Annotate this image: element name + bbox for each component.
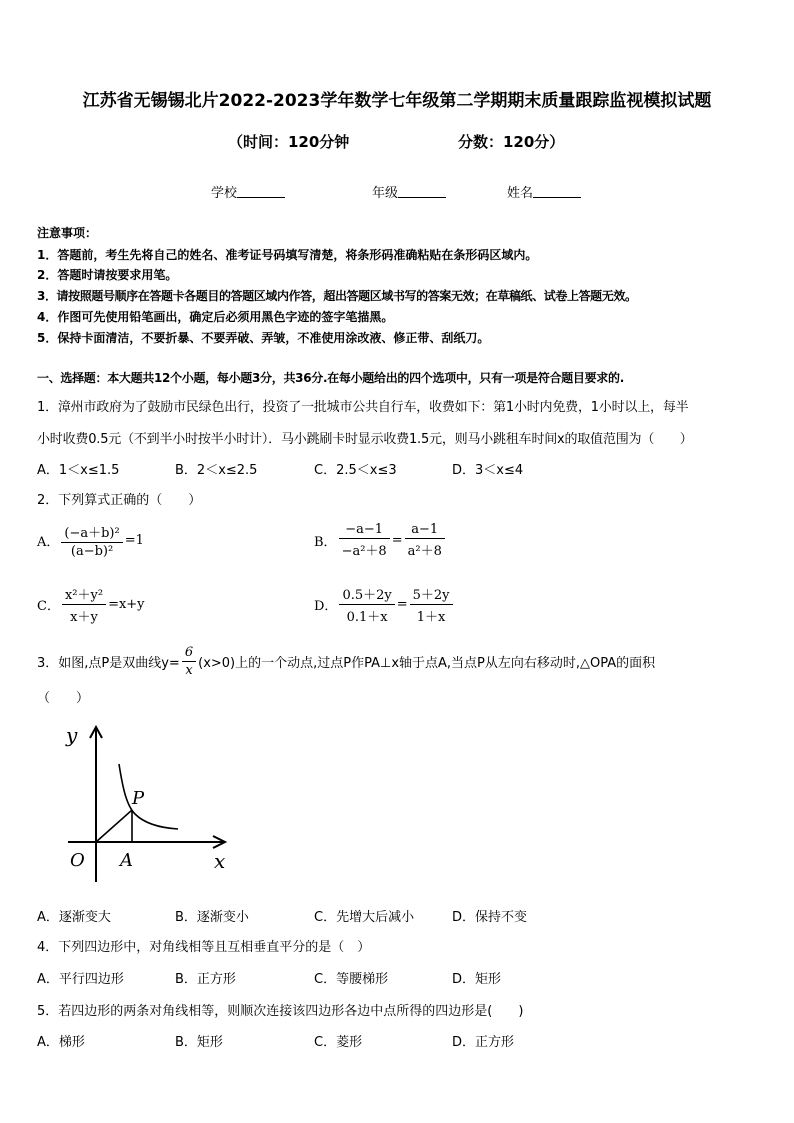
q5-option-c[interactable]: C．菱形 (314, 1035, 363, 1050)
denominator: 0.1＋x (346, 610, 388, 625)
q5-option-b[interactable]: B．矩形 (175, 1035, 223, 1050)
denominator: −a²＋8 (341, 544, 387, 559)
rhs: =1 (124, 533, 144, 548)
hyperbola-curve (119, 764, 178, 829)
grade-label: 年级 (372, 186, 399, 201)
grade-blank (398, 197, 446, 198)
section-heading: 一、选择题：本大题共12个小题，每小题3分，共36分.在每小题给出的四个选项中，只有一项是符合题目要求的. (37, 371, 624, 385)
fraction (61, 522, 122, 559)
q1-stem-line2: 小时收费0.5元（不到半小时按半小时计）．马小跳刷卡时显示收费1.5元，则马小跳租车时间x的取值范围为（ ） (37, 432, 693, 447)
y-label: y (66, 723, 78, 747)
option-label: A． (37, 535, 60, 550)
rhs: =x+y (108, 597, 145, 612)
numerator: 6 (182, 645, 196, 662)
fraction (405, 522, 445, 559)
segment-op (96, 810, 132, 842)
name-field (507, 182, 581, 201)
q4-option-a[interactable]: A．平行四边形 (37, 972, 124, 987)
numerator: 5＋2y (410, 584, 453, 605)
note-item: 2．答题时请按要求用笔。 (37, 268, 178, 282)
numerator: (−a＋b)² (61, 522, 122, 543)
q4-option-b[interactable]: B．正方形 (175, 972, 236, 987)
q4-option-c[interactable]: C．等腰梯形 (314, 972, 389, 987)
denominator: 1＋x (416, 610, 446, 625)
point-p-label: P (132, 788, 145, 809)
q1-option-a[interactable]: A．1＜x≤1.5 (37, 463, 120, 478)
q3-option-b[interactable]: B．逐渐变小 (175, 910, 249, 925)
point-a-label: A (120, 850, 133, 871)
origin-label: O (70, 850, 85, 871)
q4-option-d[interactable]: D．矩形 (452, 972, 502, 987)
notes-heading: 注意事项： (37, 226, 98, 240)
q3-stem-post: (x>0)上的一个动点,过点P作PA⊥x轴于点A,当点P从左向右移动时,△OPA的面积 (198, 656, 656, 671)
school-field (211, 182, 285, 201)
q2-option-c[interactable] (37, 584, 145, 625)
numerator: a−1 (405, 522, 445, 539)
note-item: 4．作图可先使用铅笔画出，确定后必须用黑色字迹的签字笔描黑。 (37, 310, 394, 324)
school-blank (237, 197, 285, 198)
fraction (339, 584, 394, 625)
exam-score: 分数：120分） (458, 133, 565, 151)
q1-option-c[interactable]: C．2.5＜x≤3 (314, 463, 397, 478)
q3-paren: （ ） (37, 691, 90, 706)
q2-option-d[interactable] (314, 584, 455, 625)
fraction (62, 584, 106, 625)
numerator: 0.5＋2y (339, 584, 394, 605)
q1-option-d[interactable]: D．3＜x≤4 (452, 463, 524, 478)
note-item: 3．请按照题号顺序在答题卡各题目的答题区域内作答，超出答题区域书写的答案无效；在草稿纸、试卷上答题无效。 (37, 289, 637, 303)
q1-option-b[interactable]: B．2＜x≤2.5 (175, 463, 258, 478)
q5-stem: 5．若四边形的两条对角线相等，则顺次连接该四边形各边中点所得的四边形是( ) (37, 1004, 524, 1019)
fraction (410, 584, 453, 625)
fraction (182, 645, 196, 678)
fraction (339, 522, 390, 559)
note-item: 5．保持卡面清洁，不要折暴、不要弄破、弄皱，不准使用涂改液、修正带、刮纸刀。 (37, 331, 490, 345)
option-label: D． (314, 599, 338, 614)
name-blank (533, 197, 581, 198)
q2-stem: 2．下列算式正确的（ ） (37, 493, 202, 508)
denominator: x (185, 663, 193, 678)
denominator: a²＋8 (407, 544, 442, 559)
note-item: 1．答题前，考生先将自己的姓名、准考证号码填写清楚，将条形码准确粘贴在条形码区域内。 (37, 248, 538, 262)
equals: = (391, 533, 403, 548)
exam-time: （时间：120分钟 (228, 133, 350, 151)
option-label: C． (37, 599, 60, 614)
name-label: 姓名 (507, 186, 534, 201)
option-label: B． (314, 535, 337, 550)
equals: = (396, 597, 408, 612)
numerator: −a−1 (339, 522, 390, 539)
q4-stem: 4．下列四边形中，对角线相等且互相垂直平分的是（ ） (37, 940, 371, 955)
q3-figure (60, 718, 240, 890)
q5-option-a[interactable]: A．梯形 (37, 1035, 85, 1050)
q2-option-b[interactable] (314, 522, 447, 559)
q5-option-d[interactable]: D．正方形 (452, 1035, 515, 1050)
grade-field (372, 182, 446, 201)
x-label: x (214, 849, 226, 873)
q3-stem-pre: 3．如图,点P是双曲线y= (37, 656, 180, 671)
q2-option-a[interactable] (37, 522, 144, 559)
q3-option-a[interactable]: A．逐渐变大 (37, 910, 111, 925)
q3-option-c[interactable]: C．先增大后减小 (314, 910, 415, 925)
q1-stem-line1: 1．漳州市政府为了鼓励市民绿色出行，投资了一批城市公共自行车，收费如下：第1小时内免费，1小时以上，每半 (37, 400, 689, 415)
denominator: (a−b)² (70, 544, 114, 559)
q3-option-d[interactable]: D．保持不变 (452, 910, 528, 925)
denominator: x＋y (70, 610, 98, 625)
page-title: 江苏省无锡锡北片2022-2023学年数学七年级第二学期期末质量跟踪监视模拟试题 (82, 91, 712, 111)
numerator: x²＋y² (62, 584, 106, 605)
school-label: 学校 (211, 186, 238, 201)
q3-stem (37, 645, 655, 678)
